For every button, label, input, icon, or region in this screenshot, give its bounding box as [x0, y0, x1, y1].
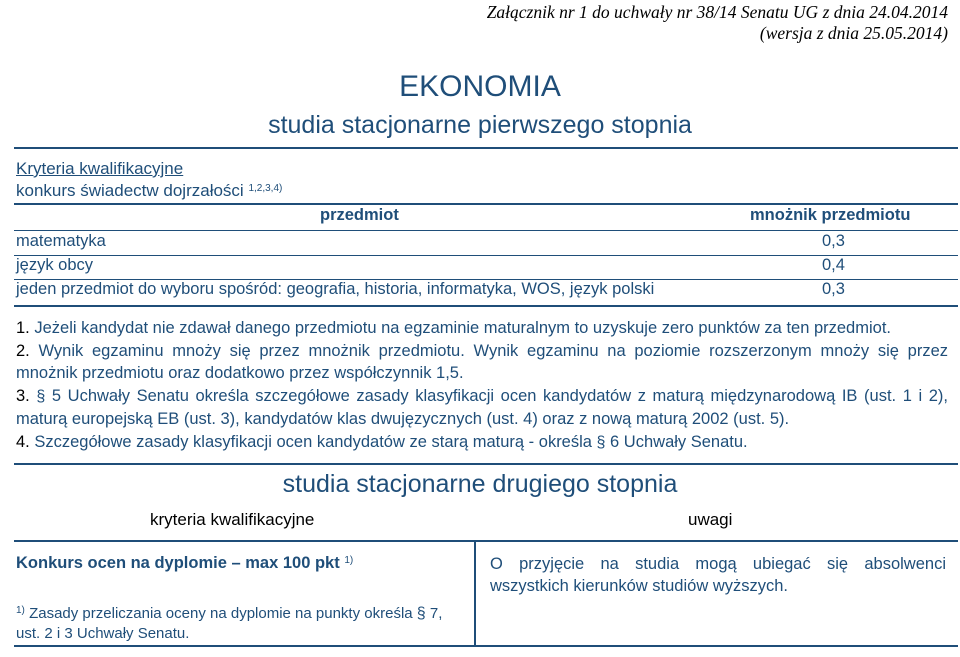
dash: – [231, 554, 241, 572]
divider [14, 203, 958, 205]
divider [14, 147, 958, 149]
note-number: 3. [16, 386, 30, 405]
divider [14, 305, 958, 307]
paragraph-symbol: § [416, 605, 426, 622]
note-number: 1. [16, 319, 30, 337]
note-text: 5 Uchwały Senatu określa szczegółowe zasady klasyfikacji ocen kandydatów z maturą międzynarodową IB (ust. 1 i 2), maturą europejską EB (ust. 3), kandydatów klas dwujęzycznych (ust. 4) oraz z nową maturą 2002 (ust. 5). [16, 386, 949, 428]
divider [14, 255, 958, 256]
diploma-footnote-ref: 1) [344, 555, 354, 566]
divider [14, 540, 958, 542]
max-points: max 100 pkt [245, 554, 340, 572]
paragraph-symbol: § [36, 387, 46, 405]
table-row-subject: matematyka [16, 232, 106, 250]
table-row-subject: jeden przedmiot do wyboru spośród: geografia, historia, informatyka, WOS, język polski [16, 280, 655, 298]
diploma-contest-label: Konkurs ocen na dyplomie [16, 554, 227, 572]
page-subtitle: studia stacjonarne pierwszego stopnia [268, 111, 692, 139]
notes-list [16, 317, 948, 454]
note-item [16, 385, 948, 431]
note-text-end: 6 Uchwały Senatu. [610, 432, 748, 451]
divider [14, 230, 958, 231]
note-item [16, 317, 948, 340]
paragraph-symbol: § [596, 433, 606, 451]
criteria-column-header: kryteria kwalifikacyjne [150, 510, 315, 529]
footnote-text-end: 7, ust. 2 i 3 Uchwały Senatu. [16, 605, 443, 642]
remarks-column-header: uwagi [688, 510, 733, 529]
divider [14, 463, 958, 465]
diploma-footnote [16, 601, 466, 644]
second-cycle-title: studia stacjonarne drugiego stopnia [282, 470, 678, 498]
attachment-line-2: (wersja z dnia 25.05.2014) [759, 23, 948, 43]
divider [14, 645, 958, 647]
note-item [16, 340, 948, 385]
note-text: Wynik egzaminu mnoży się przez mnożnik przedmiotu. Wynik egzaminu na poziomie rozszerzonym mnoży się przez mnożnik przedmiotu oraz dodatkowo przez współczynnik 1,5. [16, 341, 948, 382]
column-divider [474, 541, 476, 645]
note-number: 2. [16, 341, 30, 360]
attachment-note [487, 2, 948, 44]
criteria-heading: Kryteria kwalifikacyjne [16, 159, 184, 178]
page-title: EKONOMIA [399, 70, 561, 103]
table-row-subject: język obcy [16, 256, 94, 274]
remark-text: O przyjęcie na studia mogą ubiegać się absolwenci wszystkich kierunków studiów wyższych. [490, 555, 946, 595]
multiplier-column-header: mnożnik przedmiotu [750, 206, 911, 224]
table-row-multiplier: 0,4 [822, 256, 845, 274]
note-text: Jeżeli kandydat nie zdawał danego przedmiotu na egzaminie maturalnym to uzyskuje zero punktów za ten przedmiot. [34, 319, 891, 337]
table-row-multiplier: 0,3 [822, 232, 845, 250]
table-row-multiplier: 0,3 [822, 280, 845, 298]
contest-heading [16, 181, 282, 201]
footnote-text: Zasady przeliczania oceny na dyplomie na punkty określa [29, 605, 413, 622]
attachment-line-1: Załącznik nr 1 do uchwały nr 38/14 Senatu UG z dnia 24.04.2014 [486, 2, 948, 22]
note-number: 4. [16, 432, 30, 451]
footnote-mark: 1) [16, 605, 25, 616]
note-item [16, 431, 948, 455]
diploma-contest [16, 554, 353, 573]
contest-label: konkurs świadectw dojrzałości [16, 181, 244, 200]
subject-column-header: przedmiot [320, 206, 399, 224]
contest-footnote-ref: 1,2,3,4) [248, 183, 283, 194]
note-text: Szczegółowe zasady klasyfikacji ocen kandydatów ze starą maturą - określa [34, 432, 592, 451]
